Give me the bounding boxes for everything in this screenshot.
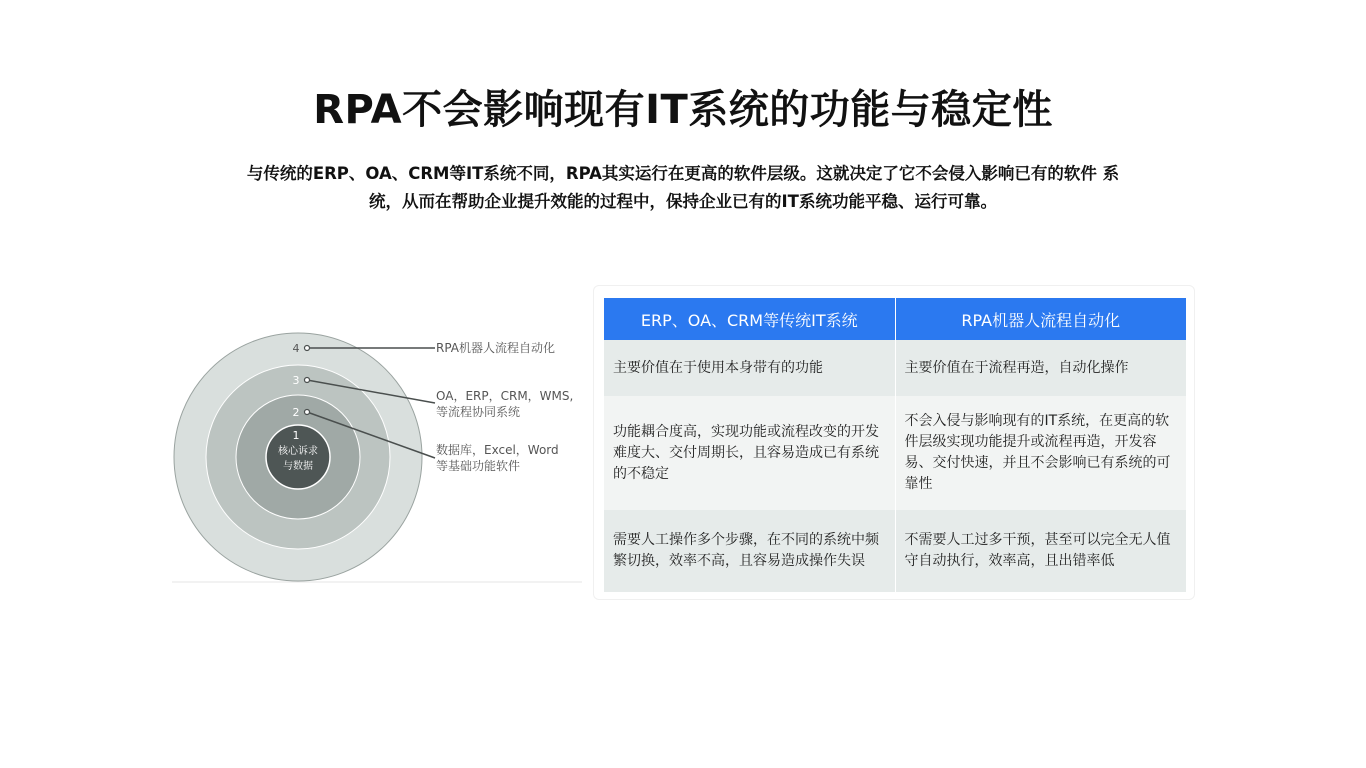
ring-number-1: 1 bbox=[292, 429, 300, 442]
diagram-svg bbox=[168, 325, 588, 590]
core-text-line-1: 核心诉求 bbox=[278, 446, 318, 457]
ring-number-3: 3 bbox=[292, 374, 300, 387]
concentric-layer-diagram bbox=[168, 325, 588, 590]
dot-4 bbox=[305, 346, 310, 351]
table-row bbox=[604, 396, 1186, 510]
table-header-traditional-it: ERP、OA、CRM等传统IT系统 bbox=[604, 298, 895, 340]
dot-2 bbox=[305, 410, 310, 415]
label-ring-3-line-1: OA，ERP，CRM，WMS, bbox=[436, 389, 574, 403]
page-title: RPA不会影响现有IT系统的功能与稳定性 bbox=[313, 87, 1053, 133]
table-cell-traditional: 需要人工操作多个步骤，在不同的系统中频繁切换，效率不高，且容易造成操作失误 bbox=[604, 510, 895, 592]
table-row bbox=[604, 510, 1186, 592]
table-row bbox=[604, 340, 1186, 396]
table-header-rpa: RPA机器人流程自动化 bbox=[895, 298, 1186, 340]
label-ring-2-line-1: 数据库，Excel，Word bbox=[436, 443, 559, 457]
comparison-table bbox=[604, 298, 1186, 592]
table-cell-rpa: 不会入侵与影响现有的IT系统，在更高的软件层级实现功能提升或流程再造，开发容易、交付快速，并且不会影响已有系统的可靠性 bbox=[895, 396, 1186, 510]
ring-number-2: 2 bbox=[292, 406, 300, 419]
dot-3 bbox=[305, 378, 310, 383]
table-cell-traditional: 主要价值在于使用本身带有的功能 bbox=[604, 340, 895, 396]
label-ring-4: RPA机器人流程自动化 bbox=[436, 341, 556, 355]
label-ring-2-line-2: 等基础功能软件 bbox=[436, 459, 521, 473]
table-cell-rpa: 不需要人工过多干预，甚至可以完全无人值守自动执行，效率高，且出错率低 bbox=[895, 510, 1186, 592]
table-header-row bbox=[604, 298, 1186, 340]
table-cell-rpa: 主要价值在于流程再造，自动化操作 bbox=[895, 340, 1186, 396]
page-subtitle bbox=[200, 160, 1166, 216]
label-ring-3-line-2: 等流程协同系统 bbox=[436, 405, 521, 419]
subtitle-line-1: 与传统的ERP、OA、CRM等IT系统不同，RPA其实运行在更高的软件层级。这就决定了它不会侵入影响已有的软件 系 bbox=[246, 164, 1120, 183]
core-text-line-2: 与数据 bbox=[283, 461, 313, 472]
subtitle-line-2: 统，从而在帮助企业提升效能的过程中，保持企业已有的IT系统功能平稳、运行可靠。 bbox=[369, 192, 997, 211]
ring-number-4: 4 bbox=[292, 342, 300, 355]
table-cell-traditional: 功能耦合度高，实现功能或流程改变的开发难度大、交付周期长，且容易造成已有系统的不稳定 bbox=[604, 396, 895, 510]
